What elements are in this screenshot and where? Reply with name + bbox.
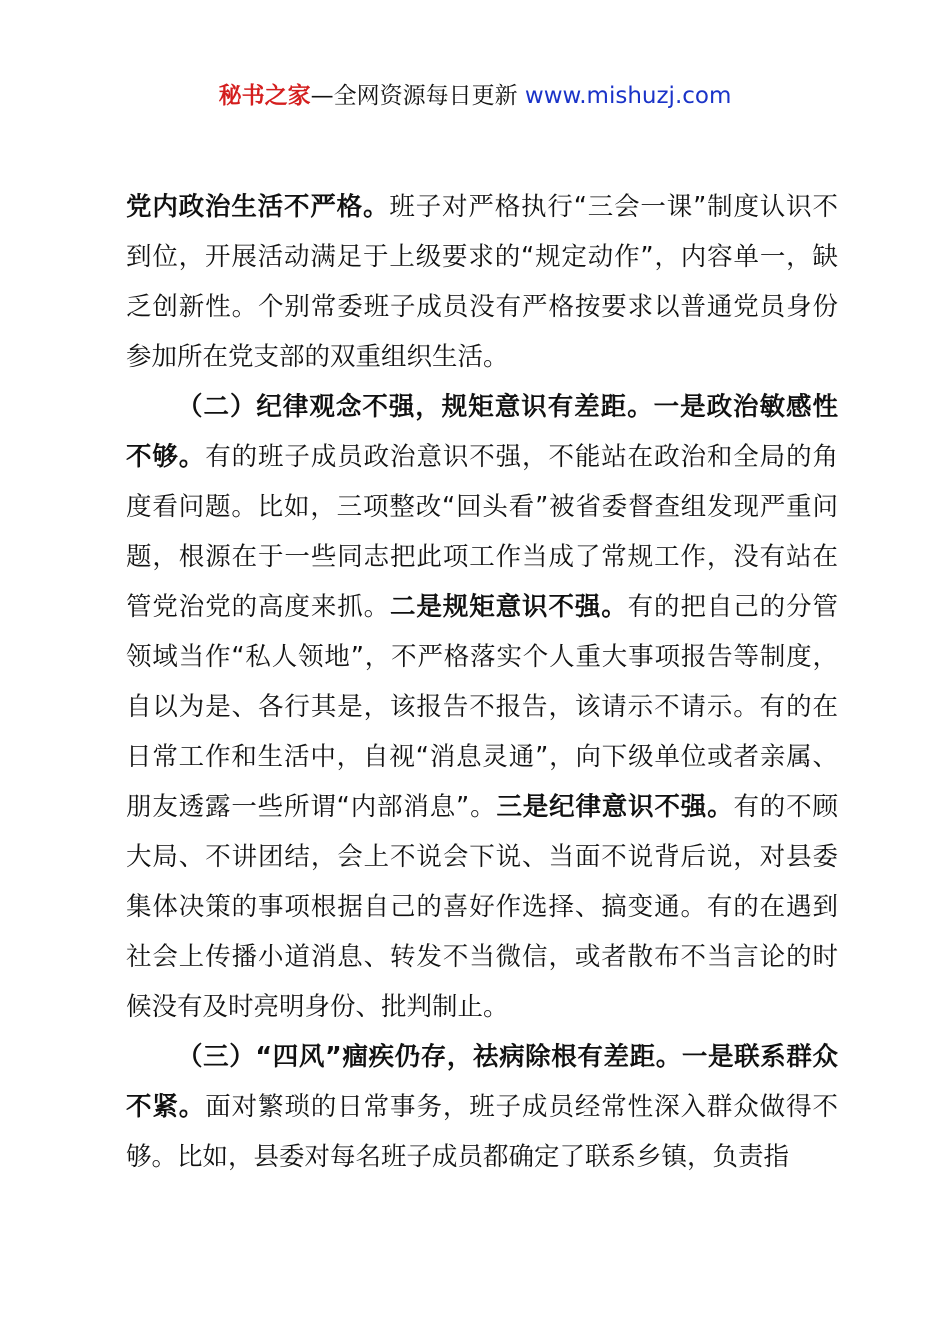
website-url[interactable]: www.mishuzj.com bbox=[524, 83, 732, 109]
paragraph-3 bbox=[126, 1032, 838, 1182]
document-body bbox=[126, 182, 838, 1182]
bold-heading: 三是纪律意识不强。 bbox=[496, 792, 734, 822]
brand-name: 秘书之家 bbox=[218, 83, 311, 109]
page-header bbox=[0, 80, 950, 112]
section-heading: （三）“四风”痼疾仍存，祛病除根有差距。一是联系群众不紧。 bbox=[126, 1042, 838, 1122]
body-text: 有的班子成员政治意识不强，不能站在政治和全局的角度看问题。比如，三项整改“回头看”被省委督查组发现严重问题，根源在于一些同志把此项工作当成了常规工作，没有站在管党治党的高度来抓。 bbox=[126, 442, 838, 622]
body-text: 面对繁琐的日常事务，班子成员经常性深入群众做得不够。比如，县委对每名班子成员都确定了联系乡镇，负责指 bbox=[126, 1092, 838, 1172]
body-text: 有的把自己的分管领域当作“私人领地”，不严格落实个人重大事项报告等制度，自以为是、各行其是，该报告不报告，该请示不请示。有的在日常工作和生活中，自视“消息灵通”，向下级单位或者亲属、朋友透露一些所谓“内部消息”。 bbox=[126, 592, 838, 822]
header-tagline: —全网资源每日更新 bbox=[310, 83, 525, 109]
body-text: 有的不顾大局、不讲团结，会上不说会下说、当面不说背后说，对县委集体决策的事项根据自己的喜好作选择、搞变通。有的在遇到社会上传播小道消息、转发不当微信，或者散布不当言论的时候没有及时亮明身份、批判制止。 bbox=[126, 792, 838, 1022]
bold-heading: 二是规矩意识不强。 bbox=[390, 592, 628, 622]
paragraph-1 bbox=[126, 182, 838, 382]
paragraph-2 bbox=[126, 382, 838, 1032]
section-heading: （二）纪律观念不强，规矩意识有差距。一是政治敏感性不够。 bbox=[126, 392, 838, 472]
bold-heading: 党内政治生活不严格。 bbox=[126, 192, 390, 222]
body-text: 班子对严格执行“三会一课”制度认识不到位，开展活动满足于上级要求的“规定动作”，内容单一，缺乏创新性。个别常委班子成员没有严格按要求以普通党员身份参加所在党支部的双重组织生活。 bbox=[126, 192, 838, 372]
